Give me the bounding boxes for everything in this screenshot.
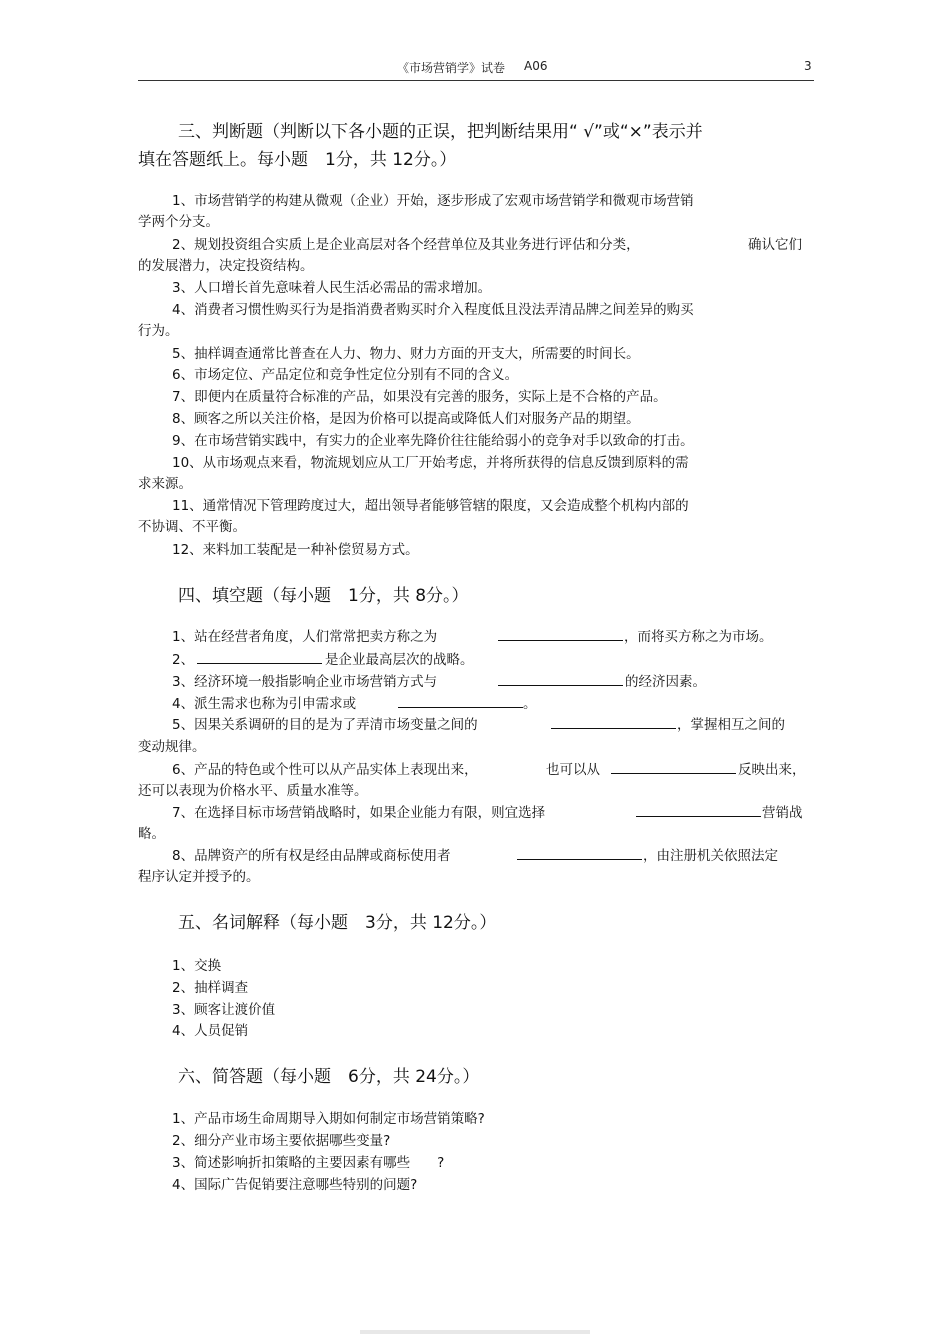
fill-blank-7 (636, 802, 761, 817)
fill-item-6-tail: 反映出来， (738, 762, 806, 778)
fill-item-1-tail: ，而将买方称之为市场。 (624, 629, 773, 645)
judge-item-7: 7、即便内在质量符合标准的产品，如果没有完善的服务，实际上是不合格的产品。 (172, 389, 667, 405)
fill-item-6: 6、产品的特色或个性可以从产品实体上表现出来， (172, 762, 478, 778)
judge-item-2-cont: 的发展潜力，决定投资结构。 (138, 258, 314, 274)
short-item-1: 1、产品市场生命周期导入期如何制定市场营销策略? (172, 1111, 485, 1127)
fill-blank-4 (398, 693, 523, 708)
fill-blank-2 (197, 649, 322, 664)
term-item-4: 4、人员促销 (172, 1023, 249, 1039)
fill-item-5-cont: 变动规律。 (138, 739, 206, 755)
fill-item-4: 4、派生需求也称为引申需求或 (172, 696, 357, 712)
fill-item-3-tail: 的经济因素。 (625, 674, 706, 690)
section3-heading-line1: 三、判断题（判断以下各小题的正误，把判断结果用“ √”或“×”表示并 (178, 122, 703, 142)
fill-item-2: 2、 (172, 652, 195, 668)
footer-watermark-strip (360, 1330, 590, 1334)
fill-item-1: 1、站在经营者角度，人们常常把卖方称之为 (172, 629, 438, 645)
fill-item-2-tail: 是企业最高层次的战略。 (325, 652, 474, 668)
fill-blank-6 (611, 759, 736, 774)
term-item-1: 1、交换 (172, 958, 222, 974)
fill-item-7-tail: 营销战 (762, 805, 803, 821)
term-item-2: 2、抽样调查 (172, 980, 249, 996)
section6-heading: 六、简答题（每小题 6分，共 24分。） (178, 1067, 480, 1087)
fill-item-8-cont: 程序认定并授予的。 (138, 869, 260, 885)
fill-item-3: 3、经济环境一般指影响企业市场营销方式与 (172, 674, 438, 690)
fill-item-6-mid: 也可以从 (546, 762, 600, 778)
judge-item-10-cont: 求来源。 (138, 476, 192, 492)
judge-item-12: 12、来料加工装配是一种补偿贸易方式。 (172, 542, 419, 558)
term-item-3: 3、顾客让渡价值 (172, 1002, 276, 1018)
fill-blank-3 (498, 671, 623, 686)
fill-item-5-tail: ，掌握相互之间的 (677, 717, 785, 733)
fill-item-5: 5、因果关系调研的目的是为了弄清市场变量之间的 (172, 717, 478, 733)
exam-title: 《市场营销学》试卷 (397, 61, 506, 75)
judge-item-6: 6、市场定位、产品定位和竞争性定位分别有不同的含义。 (172, 367, 519, 383)
fill-item-7: 7、在选择目标市场营销战略时，如果企业能力有限，则宜选择 (172, 805, 546, 821)
fill-item-6-cont: 还可以表现为价格水平、质量水准等。 (138, 783, 368, 799)
exam-code: A06 (524, 59, 548, 73)
judge-item-11-cont: 不协调、不平衡。 (138, 519, 246, 535)
short-item-4: 4、国际广告促销要注意哪些特别的问题? (172, 1177, 418, 1193)
judge-item-3: 3、人口增长首先意味着人民生活必需品的需求增加。 (172, 280, 492, 296)
fill-blank-1 (498, 626, 623, 641)
judge-item-1-cont: 学两个分支。 (138, 214, 219, 230)
section3-heading-line2: 填在答题纸上。每小题 1分，共 12分。） (138, 150, 457, 170)
judge-item-1: 1、市场营销学的构建从微观（企业）开始，逐步形成了宏观市场营销学和微观市场营销 (172, 193, 694, 209)
judge-item-4: 4、消费者习惯性购买行为是指消费者购买时介入程度低且没法弄清品牌之间差异的购买 (172, 302, 694, 318)
section5-heading: 五、名词解释（每小题 3分，共 12分。） (178, 913, 497, 933)
page-number: 3 (804, 59, 812, 73)
section4-heading: 四、填空题（每小题 1分，共 8分。） (178, 586, 469, 606)
judge-item-2: 2、规划投资组合实质上是企业高层对各个经营单位及其业务进行评估和分类， (172, 237, 640, 253)
judge-item-11: 11、通常情况下管理跨度过大，超出领导者能够管辖的限度，又会造成整个机构内部的 (172, 498, 689, 514)
judge-item-8: 8、顾客之所以关注价格，是因为价格可以提高或降低人们对服务产品的期望。 (172, 411, 640, 427)
short-item-3: 3、简述影响折扣策略的主要因素有哪些 ? (172, 1155, 445, 1171)
judge-item-9: 9、在市场营销实践中，有实力的企业率先降价往往能给弱小的竞争对手以致命的打击。 (172, 433, 694, 449)
fill-item-7-cont: 略。 (138, 826, 165, 842)
judge-item-10: 10、从市场观点来看，物流规划应从工厂开始考虑，并将所获得的信息反馈到原料的需 (172, 455, 689, 471)
fill-item-4-tail: 。 (523, 696, 537, 712)
header-rule (138, 80, 814, 81)
fill-item-8-tail: ，由注册机关依照法定 (643, 848, 778, 864)
fill-blank-5 (551, 714, 676, 729)
fill-item-8: 8、品牌资产的所有权是经由品牌或商标使用者 (172, 848, 451, 864)
short-item-2: 2、细分产业市场主要依据哪些变量? (172, 1133, 391, 1149)
judge-item-4-cont: 行为。 (138, 323, 179, 339)
judge-item-2-tail: 确认它们 (748, 237, 802, 253)
fill-blank-8 (517, 845, 642, 860)
judge-item-5: 5、抽样调查通常比普查在人力、物力、财力方面的开支大，所需要的时间长。 (172, 346, 640, 362)
